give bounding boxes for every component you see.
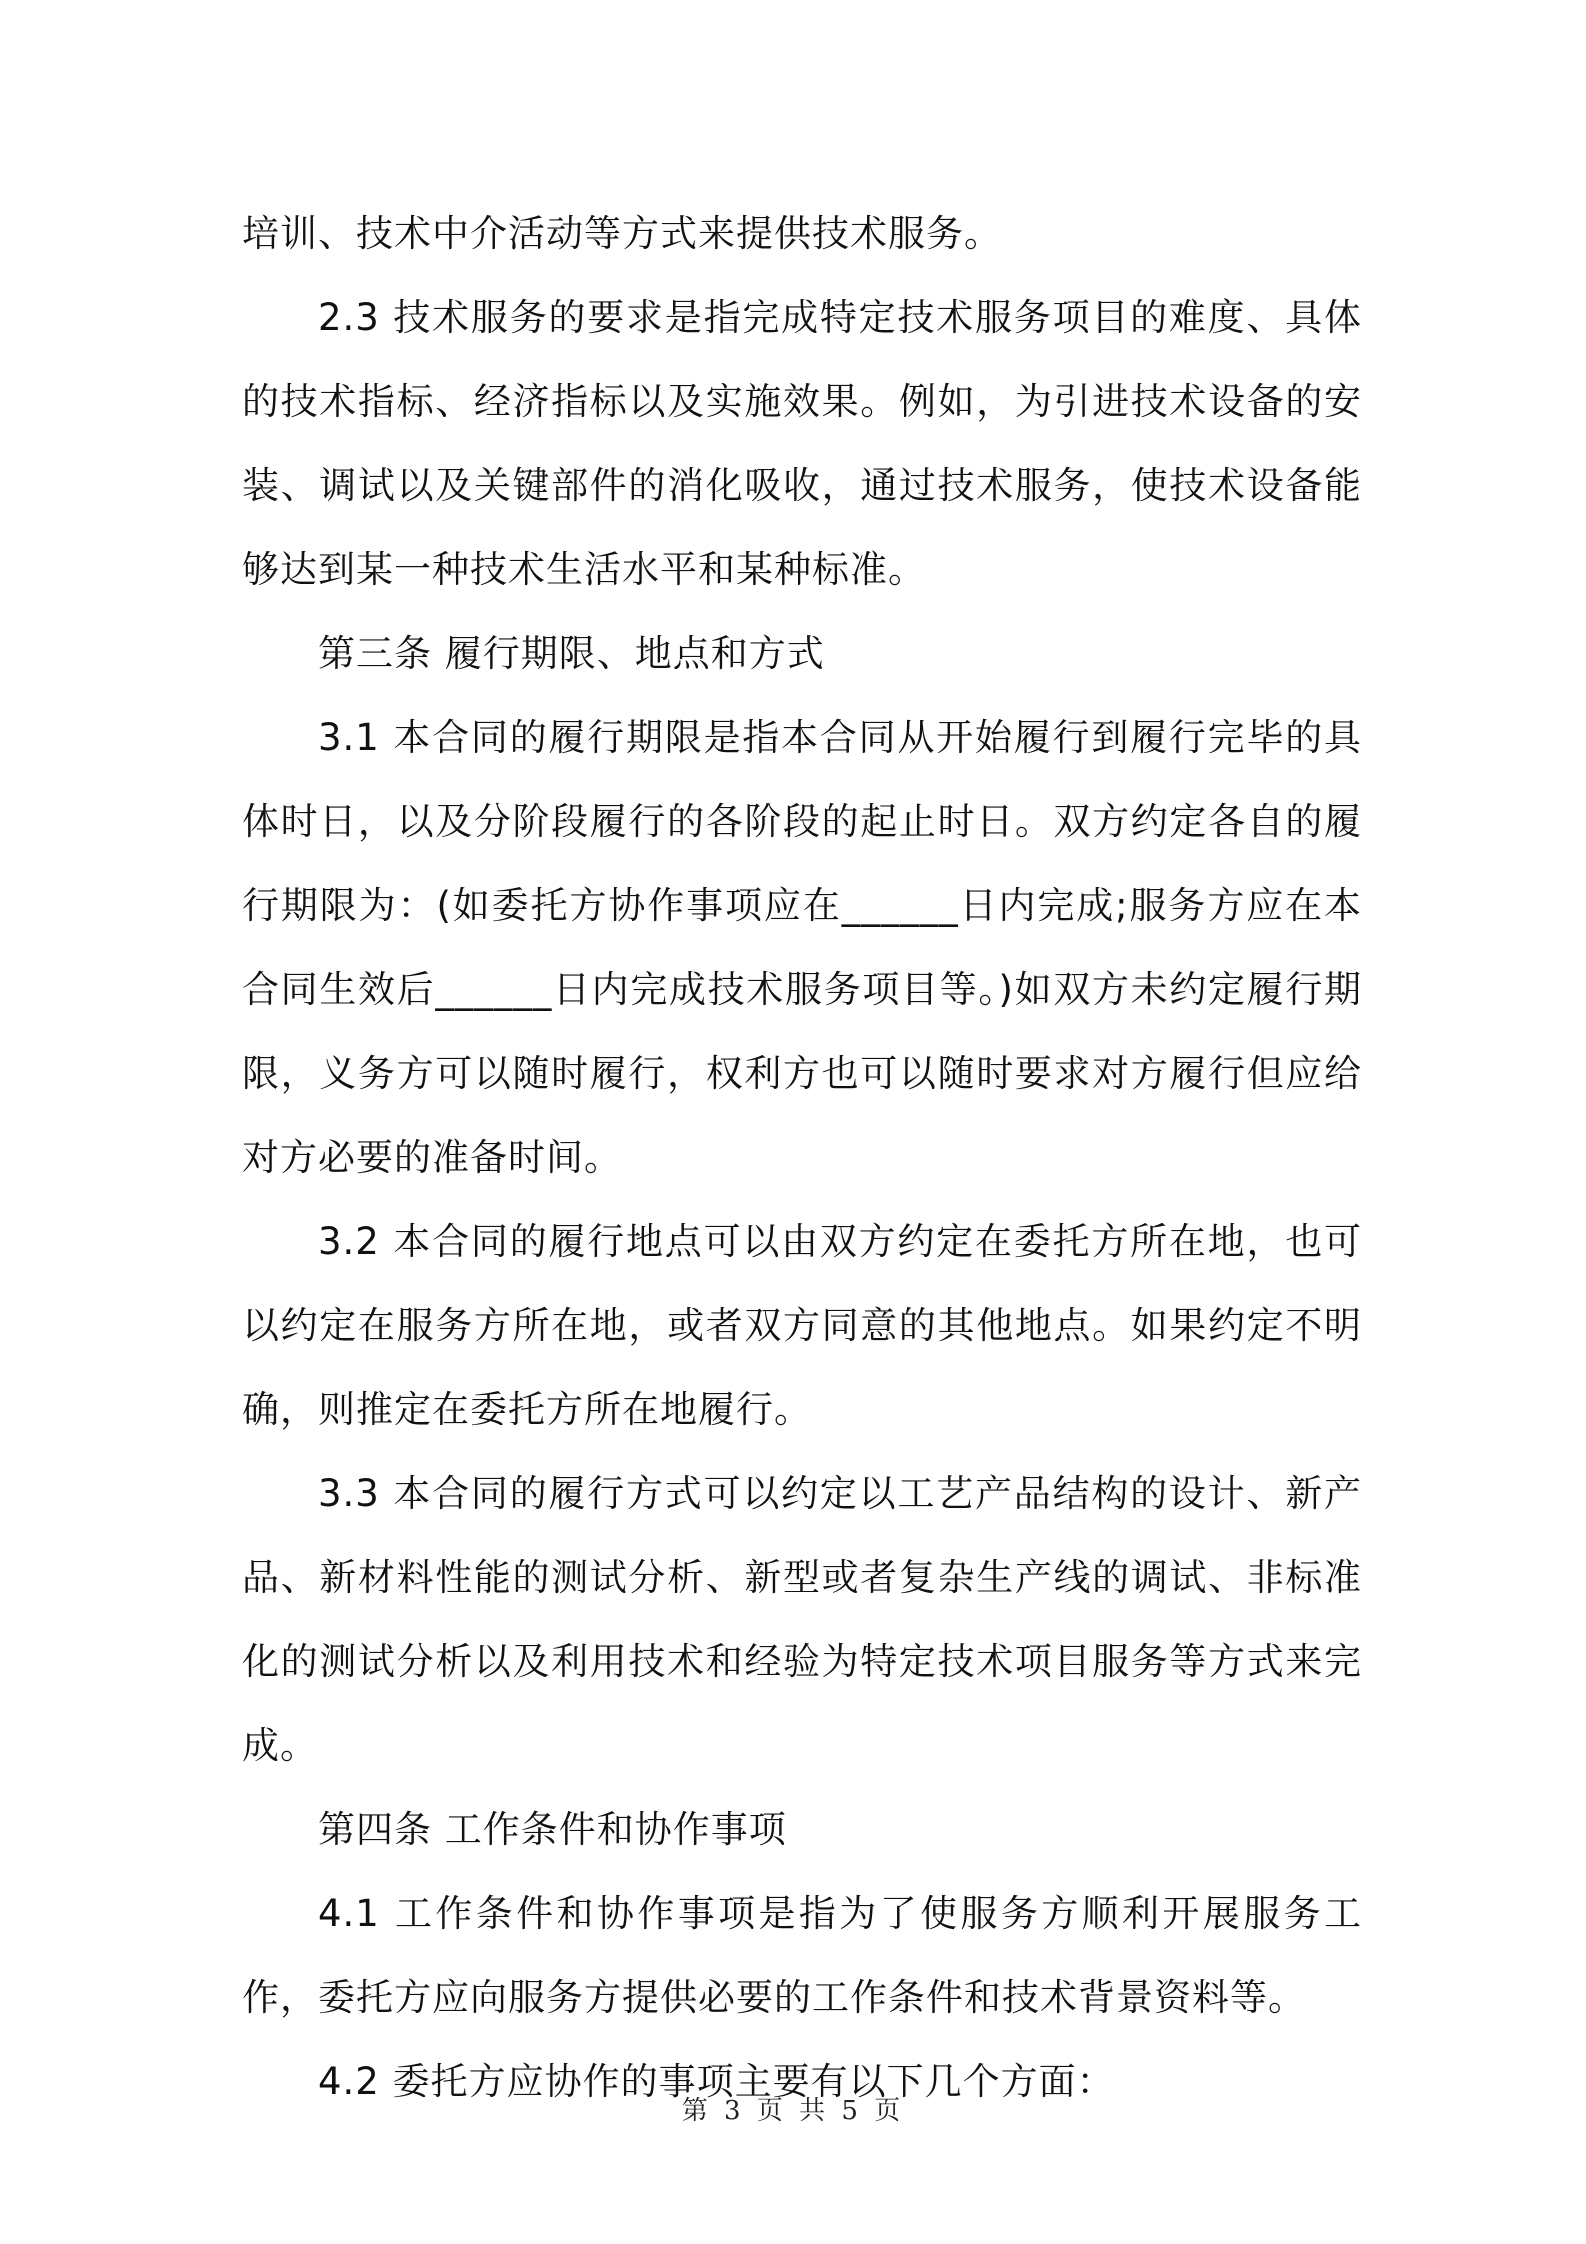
paragraph-4-1: 4.1 工作条件和协作事项是指为了使服务方顺利开展服务工作，委托方应向服务方提供必要的工作条件和技术背景资料等。 xyxy=(242,1892,1362,2019)
paragraph-3-1: 3.1 本合同的履行期限是指本合同从开始履行到履行完毕的具体时日，以及分阶段履行的各阶段的起止时日。双方约定各自的履行期限为：(如委托方协作事项应在______日内完成;服务方应在本合同生效后______日内完成技术服务项目等。)如双方未约定履行期限，义务方可以随时履行，权利方也可以随时要求对方履行但应给对方必要的准备时间。 xyxy=(242,716,1362,1179)
paragraph-4-2: 4.2 委托方应协作的事项主要有以下几个方面： xyxy=(318,2060,1115,2103)
page-footer: 第 3 页 共 5 页 xyxy=(681,2096,905,2126)
paragraph-2-3: 2.3 技术服务的要求是指完成特定技术服务项目的难度、具体的技术指标、经济指标以及实施效果。例如，为引进技术设备的安装、调试以及关键部件的消化吸收，通过技术服务，使技术设备能够达到某一种技术生活水平和某种标准。 xyxy=(242,296,1362,591)
document-body xyxy=(242,192,1362,2124)
paragraph-continuation: 培训、技术中介活动等方式来提供技术服务。 xyxy=(242,212,1002,255)
article-4-heading: 第四条 工作条件和协作事项 xyxy=(318,1808,787,1851)
paragraph-3-3: 3.3 本合同的履行方式可以约定以工艺产品结构的设计、新产品、新材料性能的测试分析、新型或者复杂生产线的调试、非标准化的测试分析以及利用技术和经验为特定技术项目服务等方式来完成。 xyxy=(242,1472,1362,1767)
paragraph-3-2: 3.2 本合同的履行地点可以由双方约定在委托方所在地，也可以约定在服务方所在地，或者双方同意的其他地点。如果约定不明确，则推定在委托方所在地履行。 xyxy=(242,1220,1362,1431)
article-3-heading: 第三条 履行期限、地点和方式 xyxy=(318,632,825,675)
